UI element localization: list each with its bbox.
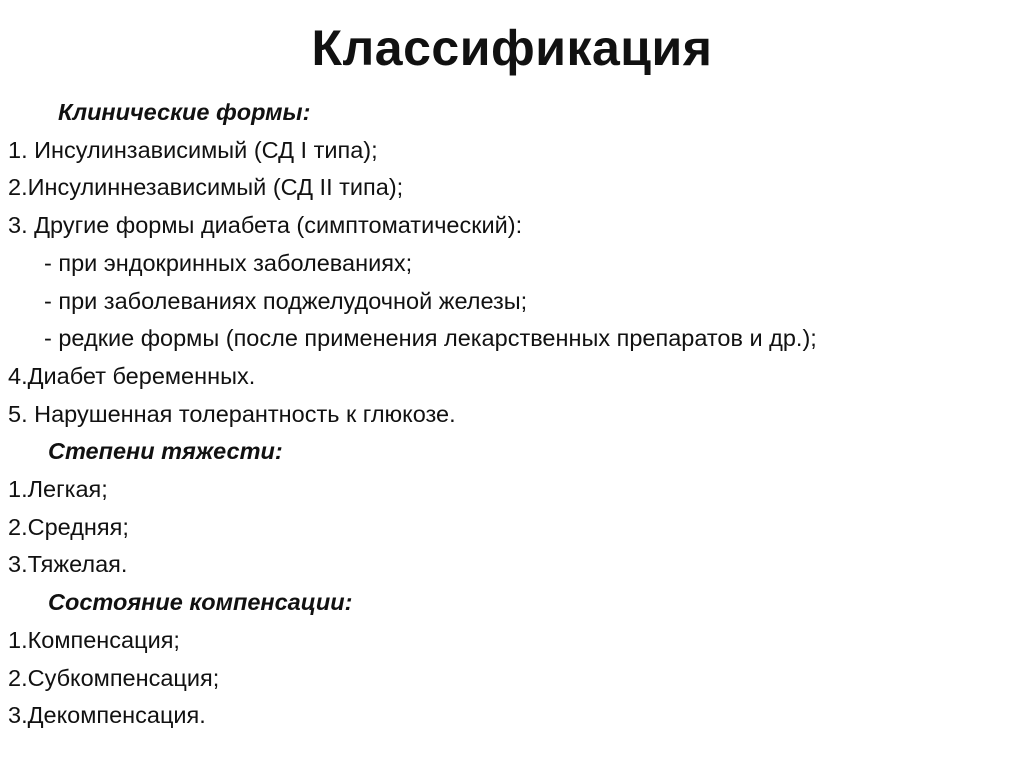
list-item: 1.Легкая;	[8, 476, 108, 503]
section-heading-severity: Степени тяжести:	[48, 438, 283, 465]
list-item: 2.Инсулиннезависимый (СД II типа);	[8, 174, 404, 201]
list-item: 4.Диабет беременных.	[8, 362, 256, 389]
list-item: 3.Декомпенсация.	[8, 702, 206, 729]
list-item: 3. Другие формы диабета (симптоматический):	[8, 212, 523, 239]
slide-content	[8, 94, 1018, 735]
list-item: 3.Тяжелая.	[8, 551, 128, 578]
list-item: 2.Субкомпенсация;	[8, 664, 220, 691]
sub-list-item: - при эндокринных заболеваниях;	[44, 249, 413, 276]
list-item: 2.Средняя;	[8, 513, 129, 540]
section-heading-compensation: Состояние компенсации:	[48, 589, 353, 616]
sub-list-item: - при заболеваниях поджелудочной железы;	[44, 287, 528, 314]
list-item: 1.Компенсация;	[8, 626, 180, 653]
sub-list-item: - редкие формы (после применения лекарственных препаратов и др.);	[44, 325, 817, 352]
list-item: 1. Инсулинзависимый (СД I типа);	[8, 136, 378, 163]
list-item: 5. Нарушенная толерантность к глюкозе.	[8, 400, 456, 427]
slide-title: Классификация	[311, 20, 713, 76]
section-heading-clinical: Клинические формы:	[58, 99, 311, 125]
